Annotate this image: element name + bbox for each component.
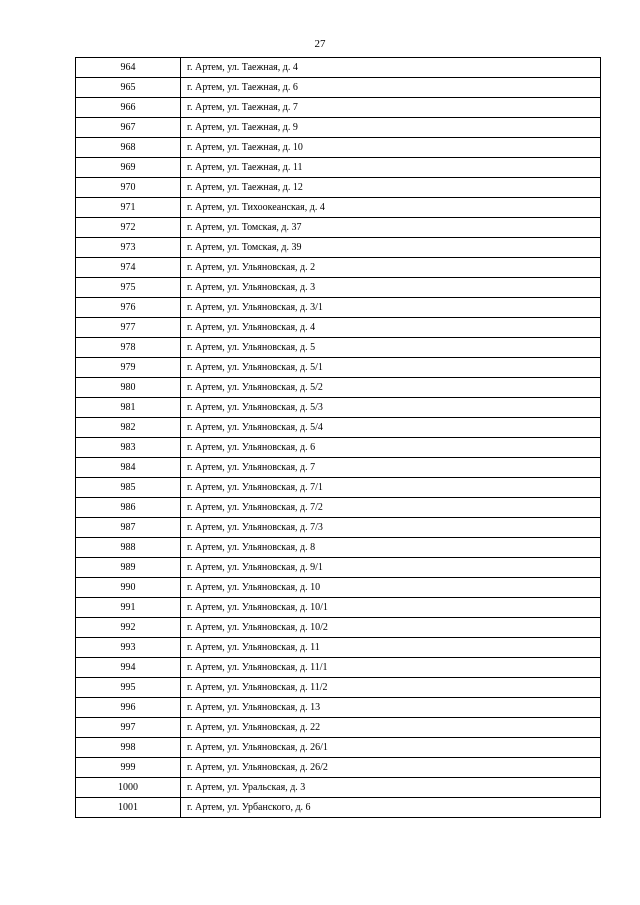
table-row — [76, 278, 601, 298]
row-number-cell: 992 — [76, 618, 181, 638]
row-number-cell: 971 — [76, 198, 181, 218]
page-number: 27 — [314, 38, 326, 50]
row-number-cell: 982 — [76, 418, 181, 438]
row-number-cell: 979 — [76, 358, 181, 378]
row-number-cell: 978 — [76, 338, 181, 358]
row-number-cell: 974 — [76, 258, 181, 278]
row-number-cell: 987 — [76, 518, 181, 538]
table-row — [76, 258, 601, 278]
address-cell: г. Артем, ул. Томская, д. 37 — [181, 218, 601, 238]
row-number-cell: 970 — [76, 178, 181, 198]
address-cell: г. Артем, ул. Ульяновская, д. 7 — [181, 458, 601, 478]
address-cell: г. Артем, ул. Томская, д. 39 — [181, 238, 601, 258]
address-table — [75, 57, 601, 818]
table-row — [76, 198, 601, 218]
address-cell: г. Артем, ул. Таежная, д. 6 — [181, 78, 601, 98]
address-cell: г. Артем, ул. Таежная, д. 7 — [181, 98, 601, 118]
row-number-cell: 986 — [76, 498, 181, 518]
row-number-cell: 976 — [76, 298, 181, 318]
address-cell: г. Артем, ул. Таежная, д. 11 — [181, 158, 601, 178]
address-cell: г. Артем, ул. Ульяновская, д. 11 — [181, 638, 601, 658]
address-cell: г. Артем, ул. Ульяновская, д. 5/2 — [181, 378, 601, 398]
row-number-cell: 989 — [76, 558, 181, 578]
row-number-cell: 975 — [76, 278, 181, 298]
table-row — [76, 578, 601, 598]
table-row — [76, 718, 601, 738]
row-number-cell: 1001 — [76, 798, 181, 818]
table-row — [76, 538, 601, 558]
address-cell: г. Артем, ул. Ульяновская, д. 5/3 — [181, 398, 601, 418]
table-row — [76, 318, 601, 338]
table-row — [76, 418, 601, 438]
address-cell: г. Артем, ул. Ульяновская, д. 22 — [181, 718, 601, 738]
table-row — [76, 178, 601, 198]
address-cell: г. Артем, ул. Ульяновская, д. 5/4 — [181, 418, 601, 438]
table-row — [76, 758, 601, 778]
table-row — [76, 458, 601, 478]
table-row — [76, 78, 601, 98]
table-row — [76, 558, 601, 578]
address-cell: г. Артем, ул. Ульяновская, д. 6 — [181, 438, 601, 458]
address-cell: г. Артем, ул. Таежная, д. 4 — [181, 58, 601, 78]
row-number-cell: 965 — [76, 78, 181, 98]
row-number-cell: 991 — [76, 598, 181, 618]
row-number-cell: 993 — [76, 638, 181, 658]
address-cell: г. Артем, ул. Ульяновская, д. 2 — [181, 258, 601, 278]
address-cell: г. Артем, ул. Ульяновская, д. 7/2 — [181, 498, 601, 518]
address-cell: г. Артем, ул. Ульяновская, д. 13 — [181, 698, 601, 718]
address-cell: г. Артем, ул. Ульяновская, д. 26/1 — [181, 738, 601, 758]
table-row — [76, 658, 601, 678]
table-row — [76, 798, 601, 818]
address-cell: г. Артем, ул. Ульяновская, д. 3 — [181, 278, 601, 298]
row-number-cell: 985 — [76, 478, 181, 498]
address-cell: г. Артем, ул. Ульяновская, д. 5 — [181, 338, 601, 358]
address-table-body — [76, 58, 601, 818]
address-cell: г. Артем, ул. Ульяновская, д. 11/1 — [181, 658, 601, 678]
table-row — [76, 438, 601, 458]
row-number-cell: 973 — [76, 238, 181, 258]
address-cell: г. Артем, ул. Таежная, д. 9 — [181, 118, 601, 138]
row-number-cell: 1000 — [76, 778, 181, 798]
table-row — [76, 58, 601, 78]
row-number-cell: 964 — [76, 58, 181, 78]
table-row — [76, 98, 601, 118]
row-number-cell: 972 — [76, 218, 181, 238]
table-row — [76, 738, 601, 758]
address-cell: г. Артем, ул. Ульяновская, д. 11/2 — [181, 678, 601, 698]
table-row — [76, 678, 601, 698]
row-number-cell: 981 — [76, 398, 181, 418]
address-cell: г. Артем, ул. Ульяновская, д. 8 — [181, 538, 601, 558]
address-cell: г. Артем, ул. Ульяновская, д. 10/2 — [181, 618, 601, 638]
row-number-cell: 983 — [76, 438, 181, 458]
address-cell: г. Артем, ул. Урбанского, д. 6 — [181, 798, 601, 818]
row-number-cell: 999 — [76, 758, 181, 778]
row-number-cell: 969 — [76, 158, 181, 178]
address-cell: г. Артем, ул. Ульяновская, д. 10 — [181, 578, 601, 598]
table-row — [76, 518, 601, 538]
row-number-cell: 996 — [76, 698, 181, 718]
table-row — [76, 158, 601, 178]
row-number-cell: 998 — [76, 738, 181, 758]
address-cell: г. Артем, ул. Таежная, д. 10 — [181, 138, 601, 158]
row-number-cell: 995 — [76, 678, 181, 698]
address-cell: г. Артем, ул. Ульяновская, д. 5/1 — [181, 358, 601, 378]
row-number-cell: 968 — [76, 138, 181, 158]
address-cell: г. Артем, ул. Ульяновская, д. 10/1 — [181, 598, 601, 618]
table-row — [76, 478, 601, 498]
table-row — [76, 238, 601, 258]
row-number-cell: 984 — [76, 458, 181, 478]
table-row — [76, 118, 601, 138]
table-row — [76, 638, 601, 658]
address-cell: г. Артем, ул. Ульяновская, д. 4 — [181, 318, 601, 338]
table-row — [76, 298, 601, 318]
table-row — [76, 598, 601, 618]
address-cell: г. Артем, ул. Таежная, д. 12 — [181, 178, 601, 198]
address-cell: г. Артем, ул. Ульяновская, д. 7/1 — [181, 478, 601, 498]
address-cell: г. Артем, ул. Ульяновская, д. 9/1 — [181, 558, 601, 578]
row-number-cell: 967 — [76, 118, 181, 138]
table-row — [76, 618, 601, 638]
row-number-cell: 997 — [76, 718, 181, 738]
row-number-cell: 977 — [76, 318, 181, 338]
table-row — [76, 698, 601, 718]
address-cell: г. Артем, ул. Уральская, д. 3 — [181, 778, 601, 798]
address-cell: г. Артем, ул. Ульяновская, д. 7/3 — [181, 518, 601, 538]
row-number-cell: 994 — [76, 658, 181, 678]
table-row — [76, 378, 601, 398]
table-row — [76, 358, 601, 378]
row-number-cell: 980 — [76, 378, 181, 398]
table-row — [76, 138, 601, 158]
address-cell: г. Артем, ул. Тихоокеанская, д. 4 — [181, 198, 601, 218]
table-row — [76, 498, 601, 518]
table-row — [76, 778, 601, 798]
row-number-cell: 966 — [76, 98, 181, 118]
row-number-cell: 988 — [76, 538, 181, 558]
row-number-cell: 990 — [76, 578, 181, 598]
table-row — [76, 218, 601, 238]
address-cell: г. Артем, ул. Ульяновская, д. 3/1 — [181, 298, 601, 318]
table-row — [76, 398, 601, 418]
address-cell: г. Артем, ул. Ульяновская, д. 26/2 — [181, 758, 601, 778]
table-row — [76, 338, 601, 358]
